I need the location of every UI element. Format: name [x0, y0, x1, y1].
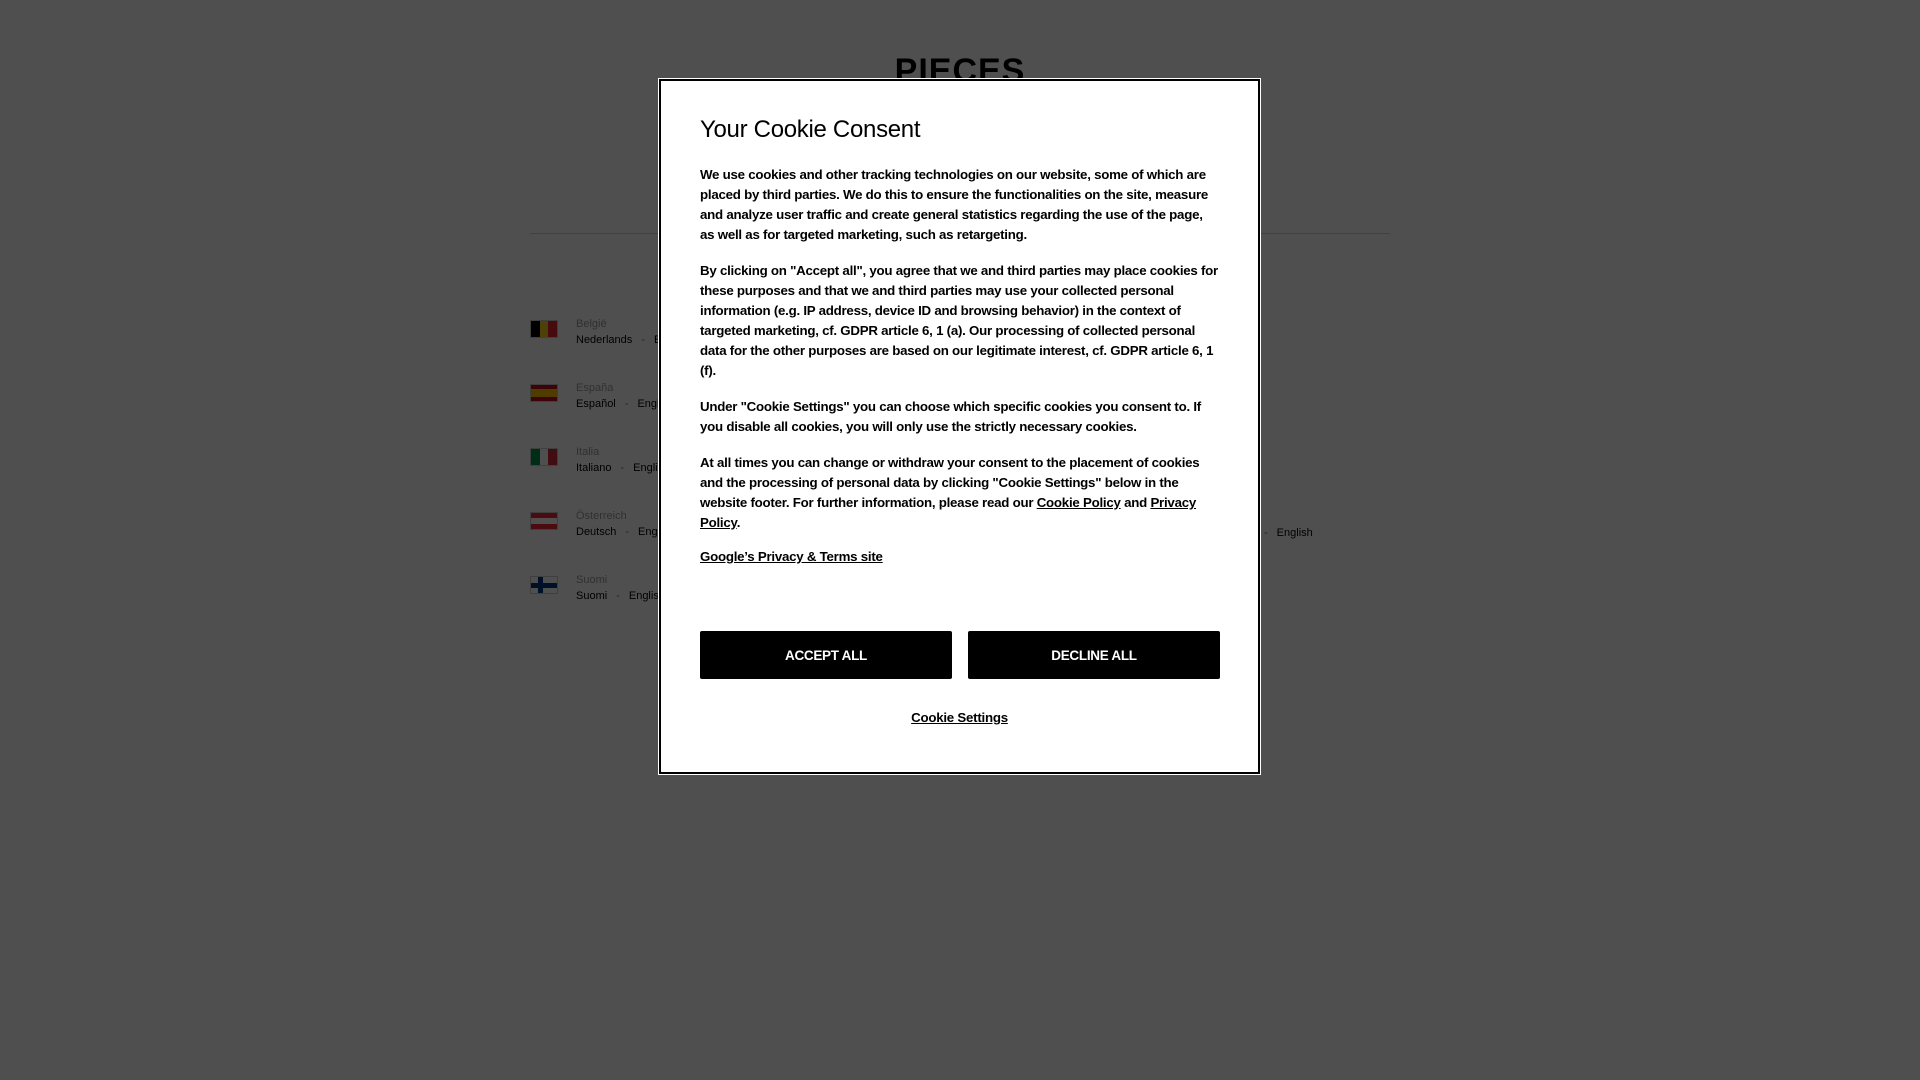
dialog-title: Your Cookie Consent [700, 116, 921, 143]
period: . [736, 515, 741, 530]
consent-paragraph-3: Under "Cookie Settings" you can choose which specific cookies you consent to. If you disable all cookies, you will only use the strictly necessary cookies. [700, 399, 1201, 434]
cookie-settings-link[interactable]: Cookie Settings [911, 710, 1008, 725]
paragraph-4-text: At all times you can change or withdraw your consent to the placement of cookies and the processing of personal data by clicking "Cookie Settings" below in the website footer. For further information, please read our [700, 455, 1200, 510]
accept-all-button[interactable]: ACCEPT ALL [700, 631, 952, 679]
and-text: and [1120, 495, 1151, 510]
privacy-policy-link[interactable]: Privacy Policy [700, 495, 1197, 530]
consent-paragraph-2: By clicking on "Accept all", you agree that we and third parties may place cookies for these purposes and that we and third parties may use your collected personal information (e.g. IP address, device ID and browsing behavior) in the context of targeted marketing, cf. GDPR article 6, 1 (a). Our processing of collected personal data for the other purposes are based on our legitimate interest, cf. GDPR article 6, 1 (f). [700, 263, 1218, 378]
decline-all-button[interactable]: DECLINE ALL [968, 631, 1220, 679]
consent-paragraph-4 [700, 453, 1219, 533]
cookie-consent-dialog [658, 78, 1261, 775]
cookie-policy-link[interactable]: Cookie Policy [1036, 495, 1121, 510]
cookie-settings-container [659, 710, 1260, 725]
google-privacy-terms-link[interactable]: Google’s Privacy & Terms site [700, 549, 883, 564]
consent-buttons [700, 631, 1220, 679]
consent-paragraph-1: We use cookies and other tracking technologies on our website, some of which are placed by third parties. We do this to ensure the functionalities on the site, measure and analyze user traffic and create general statistics regarding the use of the page, as well as for targeted marketing, such as retargeting. [700, 167, 1209, 242]
